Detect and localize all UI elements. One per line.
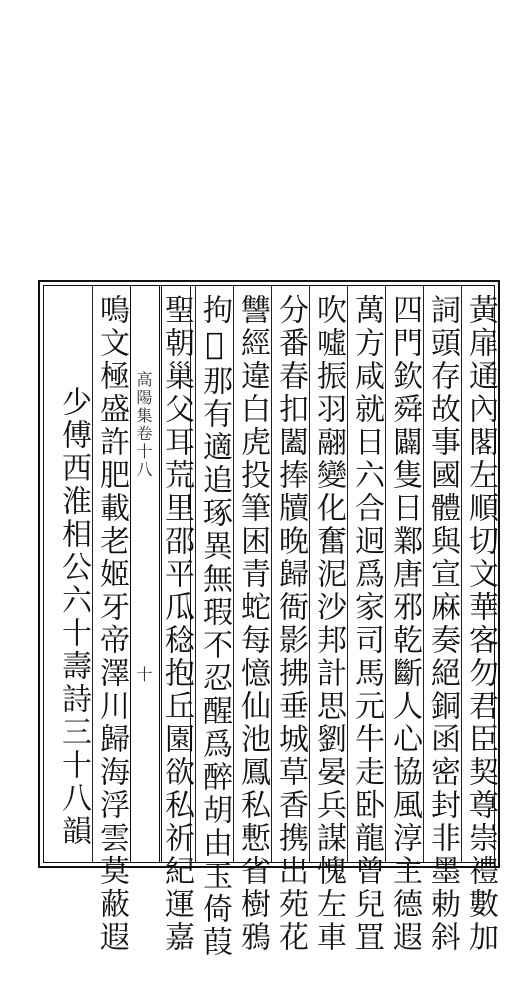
text-column: 拘𤓰那有適追琢異無瑕不忍醒爲醉胡由玉倚葭 xyxy=(197,294,232,959)
ban-xin-title: 高陽集卷十八 xyxy=(134,371,153,479)
text-column: 詞頭存故事國體與宣麻奏絕銅函密封非墨勅斜 xyxy=(425,294,460,954)
folio-number: 十 xyxy=(134,666,153,682)
poem-title: 少傅西淮相公六十壽詩三十八韻 xyxy=(56,386,91,848)
text-column: 聖朝巢父耳荒里邵平瓜稔抱丘園欲私祈紀運嘉 xyxy=(159,294,194,954)
page-border xyxy=(38,280,500,959)
page-inner-border xyxy=(43,285,498,959)
text-column: 鳴文極盛許肥載老姬牙帝澤川歸海浮雲莫蔽遐 xyxy=(94,294,129,954)
text-column: 黃扉通內閣左順切文華客勿君臣契尊崇禮數加 xyxy=(463,294,498,954)
text-column: 四門欽舜闢隻日鄴唐邪乾斷人心協風淳主德遐 xyxy=(387,294,422,954)
text-column: 分番春扣闔捧牘晚歸衙影拂垂城草香携出苑花 xyxy=(273,294,308,954)
ban-xin xyxy=(161,286,191,862)
text-column: 萬方咸就日六合迥爲家司馬元牛走卧龍曾兒罝 xyxy=(349,294,384,954)
center-strip xyxy=(130,286,160,862)
text-column: 讐經違白虎投筆困青蛇每憶仙池鳳私慙省樹鴉 xyxy=(235,294,270,954)
text-column: 吹噓振羽翮變化奮泥沙邦計思劉晏兵謀愧左車 xyxy=(311,294,346,954)
